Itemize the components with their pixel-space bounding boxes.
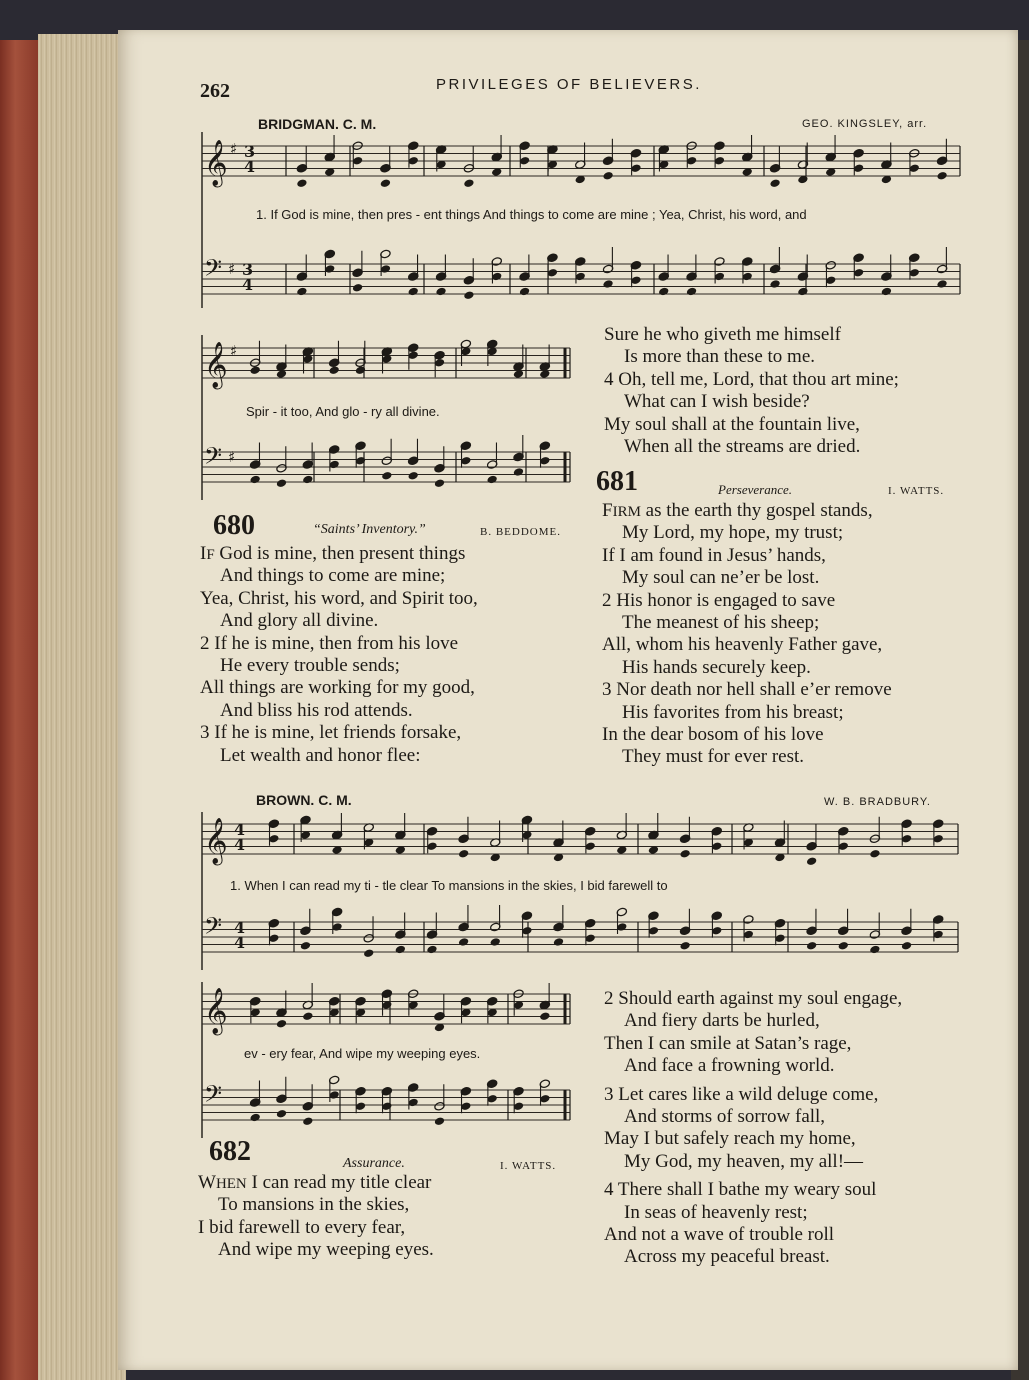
verse-line: 2 His honor is engaged to save — [602, 589, 836, 611]
verse-line: And storms of sorrow fall, — [624, 1105, 826, 1127]
verse-line: His hands securely keep. — [622, 656, 811, 678]
page-edges — [38, 34, 126, 1380]
note-head — [276, 1019, 287, 1029]
notes-brown-bass-2 — [249, 1075, 550, 1126]
verse-line: All things are working for my good, — [200, 677, 475, 699]
small-caps-word: F — [206, 547, 215, 563]
hymn-subtitle-682: Assurance. — [343, 1156, 405, 1171]
key-signature-sharp: ♯ — [230, 140, 238, 158]
note-head — [434, 1116, 445, 1126]
verse-line: And not a wave of trouble roll — [604, 1223, 835, 1245]
treble-clef-icon: 𝄞 — [204, 988, 228, 1034]
hymn-number-681: 681 — [596, 466, 638, 497]
verse-line: To mansions in the skies, — [218, 1194, 410, 1216]
lyric-line-bridgman-2: Spir - it too, And glo - ry all divine. — [246, 404, 440, 419]
verse-line: They must for ever rest. — [622, 746, 805, 768]
tune-composer-brown: W. B. BRADBURY. — [824, 796, 931, 808]
verse-line: In the dear bosom of his love — [602, 723, 824, 745]
verse-line: And things to come are mine; — [220, 565, 446, 587]
verse-line: May I but safely reach my home, — [604, 1128, 856, 1150]
note-head — [302, 1011, 313, 1021]
drop-letter: I — [200, 543, 207, 564]
note-head — [302, 1116, 313, 1126]
drop-letter: F — [602, 500, 613, 521]
page-number: 262 — [200, 80, 230, 102]
treble-clef-icon: 𝄞 — [204, 140, 228, 186]
time-signature: 3 — [242, 260, 254, 279]
verse-line: And glory all divine. — [220, 610, 379, 632]
small-caps-word: IRM — [612, 504, 641, 520]
hymn-text-682 — [198, 1172, 434, 1262]
verse-line: 3 Let cares like a wild deluge come, — [604, 1083, 879, 1105]
verse-line: 2 If he is mine, then from his love — [200, 632, 459, 654]
verse-line: If I am found in Jesus’ hands, — [602, 544, 826, 566]
hymn-subtitle-681: Perseverance. — [718, 482, 792, 497]
verse-line: His favorites from his breast; — [622, 701, 844, 723]
verse-line: He every trouble sends; — [220, 654, 400, 676]
line-text: as the earth thy gospel stands, — [640, 500, 873, 521]
tune-name-brown: BROWN. C. M. — [256, 792, 352, 808]
note-head — [249, 1113, 260, 1123]
verse-line: All, whom his heavenly Father gave, — [602, 634, 883, 656]
verse-line: The meanest of his sheep; — [622, 611, 820, 633]
verse-line: 4 Oh, tell me, Lord, that thou art mine; — [604, 368, 899, 390]
running-head: PRIVILEGES OF BELIEVERS. — [436, 76, 702, 93]
verse-line: Let wealth and honor flee: — [220, 744, 421, 766]
hymn-subtitle-680: “Saints’ Inventory.” — [313, 522, 426, 537]
treble-clef-icon: 𝄞 — [204, 342, 228, 388]
verse-line: My soul shall at the fountain live, — [604, 413, 860, 435]
tune-composer-bridgman: GEO. KINGSLEY, arr. — [802, 118, 928, 130]
lyric-line-brown-1: 1. When I can read my ti - tle clear To mansions in the skies, I bid farewell to — [230, 878, 668, 893]
time-signature: 4 — [242, 275, 254, 294]
treble-clef-icon: 𝄞 — [204, 818, 228, 864]
verse-line: And fiery darts be hurled, — [624, 1010, 820, 1032]
line-text: God is mine, then present things — [214, 543, 466, 564]
verse-line: 2 Should earth against my soul engage, — [604, 988, 903, 1009]
verse-line: When all the streams are dried. — [624, 435, 861, 457]
tune-name-bridgman: BRIDGMAN. C. M. — [258, 116, 377, 132]
verse-line: My soul can ne’er be lost. — [622, 567, 820, 589]
small-caps-word: HEN — [215, 1176, 247, 1192]
bass-clef-icon: 𝄢 — [204, 1080, 223, 1113]
key-signature-sharp: ♯ — [228, 260, 236, 278]
time-signature: 4 — [234, 933, 246, 952]
book-page — [118, 30, 1018, 1370]
drop-letter: W — [198, 1172, 216, 1193]
hymn-author-681: I. WATTS. — [888, 485, 945, 497]
verse-line: 3 Nor death nor hell shall e’er remove — [602, 679, 892, 701]
lyric-line-bridgman-1: 1. If God is mine, then pres - ent things And things to come are mine ; Yea, Christ, his word, and — [256, 207, 807, 222]
verse-line: My God, my heaven, my all!— — [624, 1150, 864, 1172]
hymn-author-680: B. BEDDOME. — [480, 526, 561, 538]
verse-line: Then I can smile at Satan’s rage, — [604, 1032, 852, 1054]
line-text: I can read my title clear — [246, 1172, 432, 1193]
time-signature: 4 — [234, 820, 246, 839]
hymn-author-682: I. WATTS. — [500, 1160, 557, 1172]
time-signature: 3 — [244, 142, 256, 161]
bass-clef-icon: 𝄢 — [204, 254, 223, 287]
verse-line: Is more than these to me. — [624, 346, 816, 368]
verse-line: Sure he who giveth me himself — [604, 324, 841, 345]
lyric-line-brown-2: ev - ery fear, And wipe my weeping eyes. — [244, 1046, 481, 1061]
key-signature-sharp: ♯ — [230, 342, 238, 360]
verse-line: I bid farewell to every fear, — [198, 1216, 406, 1238]
key-signature-sharp: ♯ — [228, 448, 236, 466]
verse-line: What can I wish beside? — [624, 391, 810, 413]
hymn-number-680: 680 — [213, 510, 255, 541]
verse-line: And wipe my weeping eyes. — [218, 1239, 434, 1261]
verse-line: 4 There shall I bathe my weary soul — [604, 1179, 877, 1201]
notes-brown-treble-2 — [249, 983, 550, 1032]
verse-line: Yea, Christ, his word, and Spirit too, — [200, 587, 478, 609]
hymn-text-682-continued — [604, 988, 902, 1269]
note-head — [276, 1109, 287, 1119]
time-signature: 4 — [234, 835, 246, 854]
bass-clef-icon: 𝄢 — [204, 912, 223, 945]
verse-line: And bliss his rod attends. — [220, 699, 413, 721]
book-spine — [0, 40, 38, 1380]
verse-line: My Lord, my hope, my trust; — [622, 522, 844, 544]
verse-line — [198, 1172, 434, 1194]
verse-line: 3 If he is mine, let friends forsake, — [200, 722, 462, 744]
verse-line: In seas of heavenly rest; — [624, 1201, 808, 1223]
verse-line: Across my peaceful breast. — [624, 1246, 830, 1268]
time-signature: 4 — [244, 157, 256, 176]
verse-line: And face a frowning world. — [624, 1055, 835, 1077]
bass-clef-icon: 𝄢 — [204, 442, 223, 475]
time-signature: 4 — [234, 918, 246, 937]
hymn-number-682: 682 — [209, 1136, 251, 1167]
note-head — [539, 1011, 550, 1021]
